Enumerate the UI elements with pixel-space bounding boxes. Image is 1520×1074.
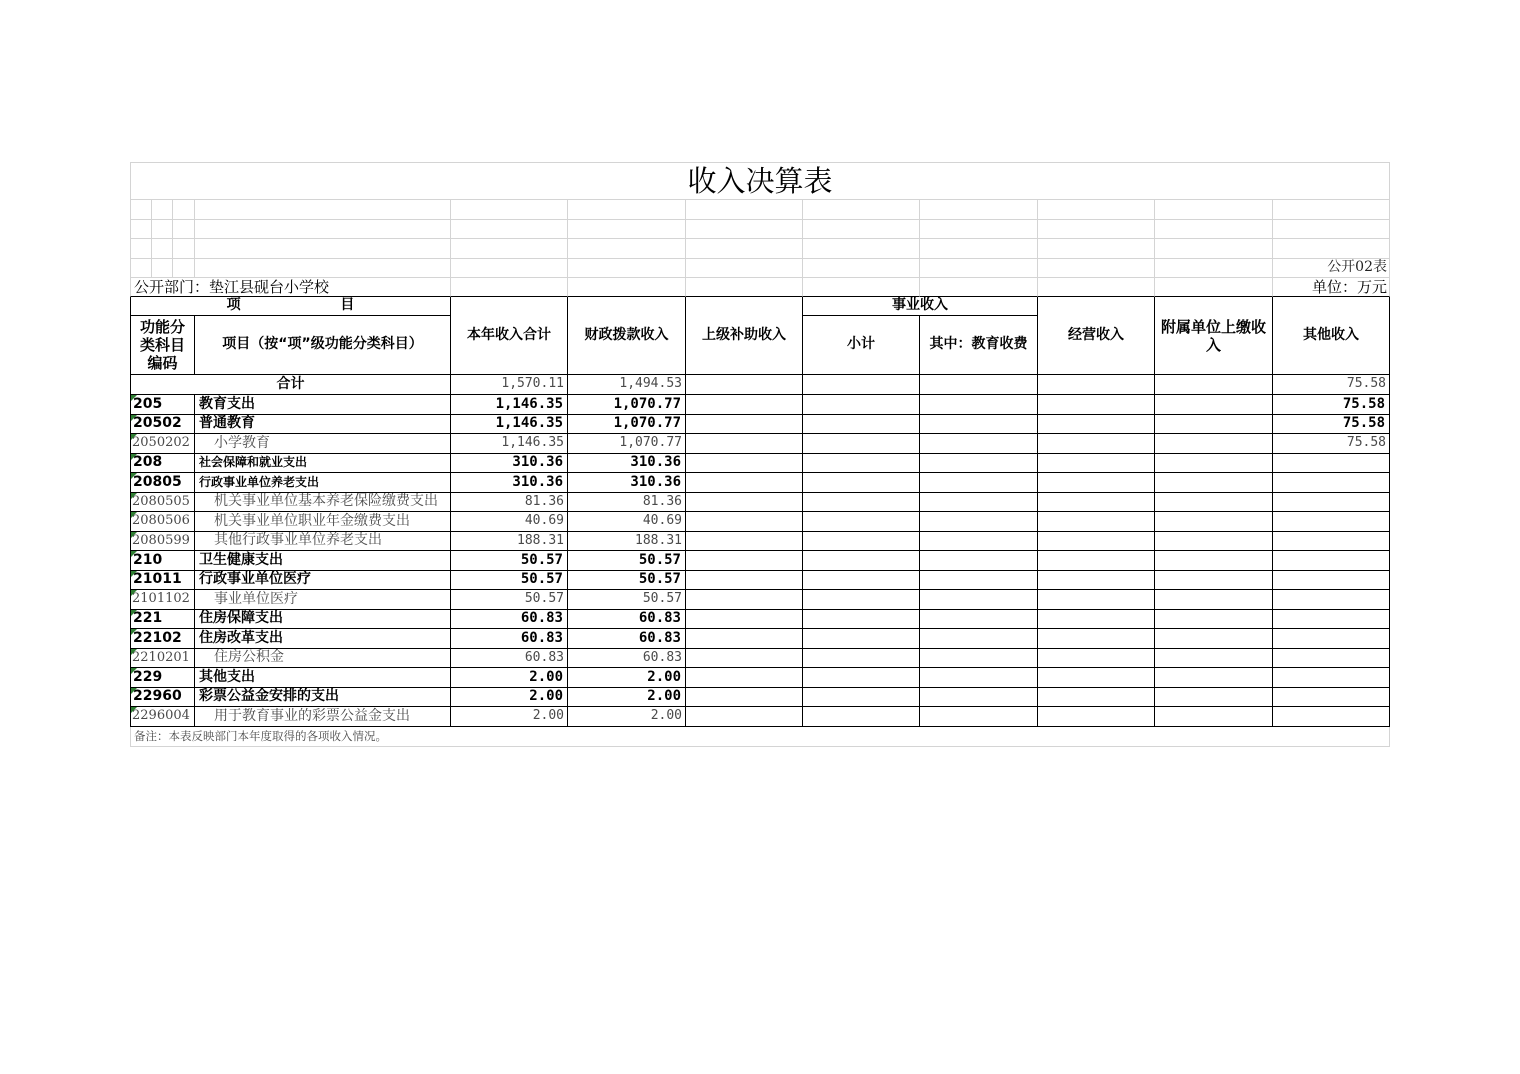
education-fee-cell: [920, 668, 1038, 688]
business-subtotal-cell: [803, 571, 920, 591]
table-row: [130, 649, 1390, 669]
operating-income-cell: [1038, 668, 1155, 688]
table-note: 备注：本表反映部门本年度取得的各项收入情况。: [130, 727, 1390, 747]
other-income-cell: [1273, 707, 1390, 727]
item-name-cell: 行政事业单位医疗: [195, 571, 451, 591]
blank-cell: [1273, 239, 1390, 259]
blank-cell: [803, 278, 920, 298]
other-income-cell: [1273, 688, 1390, 708]
other-income-cell: [1273, 571, 1390, 591]
superior-subsidy-cell: [686, 454, 803, 474]
operating-income-cell: [1038, 415, 1155, 435]
total-income-cell: 50.57: [451, 551, 568, 571]
blank-cell: [130, 239, 152, 259]
superior-subsidy-cell: [686, 434, 803, 454]
function-code-cell: 20502: [130, 415, 195, 435]
business-subtotal-cell: [803, 434, 920, 454]
fiscal-appropriation-cell: 60.83: [568, 610, 686, 630]
item-name-cell: 用于教育事业的彩票公益金支出: [195, 707, 451, 727]
total-income-cell: 40.69: [451, 512, 568, 532]
item-name-cell: 机关事业单位职业年金缴费支出: [195, 512, 451, 532]
operating-income-cell: [1038, 473, 1155, 493]
item-name-cell: 其他行政事业单位养老支出: [195, 532, 451, 552]
business-subtotal-header: 小计: [803, 316, 920, 375]
table-row: [130, 473, 1390, 493]
function-code-cell: 2080506: [130, 512, 195, 532]
operating-income-cell: [1038, 610, 1155, 630]
total-income-cell: 2.00: [451, 707, 568, 727]
affiliated-unit-cell: [1155, 707, 1273, 727]
table-title: 收入决算表: [130, 162, 1390, 200]
function-code-cell: 229: [130, 668, 195, 688]
other-income-cell: [1273, 454, 1390, 474]
blank-cell: [1155, 200, 1273, 220]
blank-cell: [195, 259, 451, 278]
blank-cell: [568, 200, 686, 220]
blank-cell: [1038, 220, 1155, 240]
education-fee-cell: [920, 590, 1038, 610]
education-fee-cell: [920, 434, 1038, 454]
blank-cell: [1038, 239, 1155, 259]
fiscal-appropriation-header: 财政拨款收入: [568, 297, 686, 375]
total-income-cell: 50.57: [451, 571, 568, 591]
table-row: [130, 512, 1390, 532]
operating-income-cell: [1038, 629, 1155, 649]
blank-cell: [686, 259, 803, 278]
affiliated-unit-cell: [1155, 668, 1273, 688]
table-row: [130, 668, 1390, 688]
total-income-cell: 1,146.35: [451, 415, 568, 435]
superior-subsidy-cell: [686, 493, 803, 513]
operating-income-cell: [1038, 375, 1155, 395]
total-income-cell: 60.83: [451, 610, 568, 630]
affiliated-unit-cell: [1155, 454, 1273, 474]
business-subtotal-cell: [803, 610, 920, 630]
function-code-cell: 205: [130, 395, 195, 415]
function-code-header-text: 功能分类科目编码: [139, 318, 185, 372]
function-code-cell: 2080599: [130, 532, 195, 552]
education-fee-cell: [920, 395, 1038, 415]
affiliated-unit-cell: [1155, 473, 1273, 493]
function-code-cell: 221: [130, 610, 195, 630]
education-fee-cell: [920, 473, 1038, 493]
blank-cell: [130, 220, 152, 240]
other-income-cell: [1273, 512, 1390, 532]
table-row: [130, 532, 1390, 552]
education-fee-cell: [920, 512, 1038, 532]
operating-income-cell: [1038, 551, 1155, 571]
other-income-cell: [1273, 551, 1390, 571]
total-income-cell: 50.57: [451, 590, 568, 610]
table-row: [130, 688, 1390, 708]
business-subtotal-cell: [803, 512, 920, 532]
affiliated-unit-cell: [1155, 688, 1273, 708]
operating-income-cell: [1038, 571, 1155, 591]
blank-cell: [195, 200, 451, 220]
operating-income-cell: [1038, 493, 1155, 513]
business-subtotal-cell: [803, 629, 920, 649]
operating-income-cell: [1038, 590, 1155, 610]
other-income-cell: [1273, 610, 1390, 630]
other-income-cell: [1273, 473, 1390, 493]
item-name-cell: 小学教育: [195, 434, 451, 454]
affiliated-unit-header-text: 附属单位上缴收入: [1160, 317, 1266, 354]
business-subtotal-cell: [803, 375, 920, 395]
blank-cell: [130, 200, 152, 220]
blank-cell: [803, 220, 920, 240]
item-name-cell: 社会保障和就业支出: [195, 454, 451, 474]
affiliated-unit-cell: [1155, 629, 1273, 649]
blank-cell: [1155, 220, 1273, 240]
blank-cell: [920, 200, 1038, 220]
item-name-cell: 普通教育: [195, 415, 451, 435]
other-income-cell: [1273, 629, 1390, 649]
table-row: [130, 571, 1390, 591]
other-income-header: 其他收入: [1273, 297, 1390, 375]
function-code-cell: 2296004: [130, 707, 195, 727]
education-fee-cell: [920, 551, 1038, 571]
operating-income-cell: [1038, 454, 1155, 474]
function-code-cell: 210: [130, 551, 195, 571]
affiliated-unit-cell: [1155, 375, 1273, 395]
blank-cell: [173, 220, 195, 240]
department-row: [130, 278, 1390, 298]
business-subtotal-cell: [803, 473, 920, 493]
operating-income-cell: [1038, 395, 1155, 415]
blank-cell: [920, 278, 1038, 298]
function-code-cell: 2050202: [130, 434, 195, 454]
item-name-cell: 教育支出: [195, 395, 451, 415]
affiliated-unit-cell: [1155, 415, 1273, 435]
blank-cell: [568, 278, 686, 298]
fiscal-appropriation-cell: 310.36: [568, 473, 686, 493]
business-subtotal-cell: [803, 668, 920, 688]
item-header: 项 目: [130, 297, 451, 316]
function-code-cell: 21011: [130, 571, 195, 591]
superior-subsidy-cell: [686, 512, 803, 532]
fiscal-appropriation-cell: 50.57: [568, 571, 686, 591]
total-income-cell: 310.36: [451, 473, 568, 493]
operating-income-cell: [1038, 434, 1155, 454]
blank-cell: [568, 259, 686, 278]
superior-subsidy-header: 上级补助收入: [686, 297, 803, 375]
item-name-cell: 其他支出: [195, 668, 451, 688]
total-income-cell: 60.83: [451, 629, 568, 649]
item-name-cell: 住房公积金: [195, 649, 451, 669]
blank-cell: [1273, 220, 1390, 240]
blank-cell: [451, 239, 568, 259]
blank-cell: [686, 239, 803, 259]
fiscal-appropriation-cell: 2.00: [568, 707, 686, 727]
affiliated-unit-cell: [1155, 532, 1273, 552]
unit-label: 单位：万元: [1273, 278, 1390, 298]
blank-cell: [686, 200, 803, 220]
blank-cell: [920, 239, 1038, 259]
affiliated-unit-cell: [1155, 610, 1273, 630]
item-name-cell: 住房保障支出: [195, 610, 451, 630]
blank-cell: [568, 239, 686, 259]
blank-cell: [803, 239, 920, 259]
blank-cell: [1038, 200, 1155, 220]
blank-cell: [1155, 259, 1273, 278]
superior-subsidy-cell: [686, 532, 803, 552]
blank-cell: [152, 200, 173, 220]
superior-subsidy-cell: [686, 551, 803, 571]
superior-subsidy-cell: [686, 610, 803, 630]
education-fee-cell: [920, 571, 1038, 591]
business-subtotal-cell: [803, 454, 920, 474]
blank-cell: [173, 200, 195, 220]
header-row: [130, 297, 1390, 316]
business-subtotal-cell: [803, 532, 920, 552]
function-code-header: [130, 316, 195, 375]
table-row: [130, 629, 1390, 649]
fiscal-appropriation-cell: 1,070.77: [568, 415, 686, 435]
blank-cell: [803, 259, 920, 278]
item-name-cell: 卫生健康支出: [195, 551, 451, 571]
function-code-cell: 2101102: [130, 590, 195, 610]
other-income-cell: 75.58: [1273, 375, 1390, 395]
superior-subsidy-cell: [686, 395, 803, 415]
blank-cell: [152, 239, 173, 259]
affiliated-unit-header: [1155, 297, 1273, 375]
business-subtotal-cell: [803, 688, 920, 708]
education-fee-cell: [920, 610, 1038, 630]
affiliated-unit-cell: [1155, 649, 1273, 669]
blank-cell: [173, 259, 195, 278]
blank-cell: [1155, 278, 1273, 298]
fiscal-appropriation-cell: 1,070.77: [568, 395, 686, 415]
blank-cell: [195, 220, 451, 240]
income-final-accounts-table: [130, 162, 1390, 747]
superior-subsidy-cell: [686, 473, 803, 493]
affiliated-unit-cell: [1155, 512, 1273, 532]
blank-cell: [803, 200, 920, 220]
other-income-cell: 75.58: [1273, 395, 1390, 415]
form-number: 公开02表: [1273, 259, 1390, 278]
blank-cell: [686, 278, 803, 298]
title-row: [130, 162, 1390, 200]
table-row: [130, 395, 1390, 415]
affiliated-unit-cell: [1155, 395, 1273, 415]
operating-income-cell: [1038, 688, 1155, 708]
blank-cell: [195, 239, 451, 259]
blank-row: [130, 239, 1390, 259]
total-income-cell: 1,146.35: [451, 395, 568, 415]
blank-cell: [1273, 200, 1390, 220]
operating-income-cell: [1038, 512, 1155, 532]
education-fee-cell: [920, 454, 1038, 474]
education-fee-cell: [920, 493, 1038, 513]
total-income-cell: 1,146.35: [451, 434, 568, 454]
table-row: [130, 434, 1390, 454]
superior-subsidy-cell: [686, 668, 803, 688]
total-income-header: 本年收入合计: [451, 297, 568, 375]
other-income-cell: [1273, 532, 1390, 552]
other-income-cell: [1273, 649, 1390, 669]
affiliated-unit-cell: [1155, 434, 1273, 454]
other-income-cell: 75.58: [1273, 434, 1390, 454]
superior-subsidy-cell: [686, 629, 803, 649]
affiliated-unit-cell: [1155, 571, 1273, 591]
item-name-cell: 彩票公益金安排的支出: [195, 688, 451, 708]
operating-income-cell: [1038, 532, 1155, 552]
blank-cell: [686, 220, 803, 240]
fiscal-appropriation-cell: 50.57: [568, 551, 686, 571]
blank-cell: [152, 259, 173, 278]
operating-income-cell: [1038, 707, 1155, 727]
blank-cell: [1155, 239, 1273, 259]
fiscal-appropriation-cell: 188.31: [568, 532, 686, 552]
fiscal-appropriation-cell: 2.00: [568, 668, 686, 688]
blank-cell: [152, 220, 173, 240]
business-subtotal-cell: [803, 707, 920, 727]
table-row: [130, 707, 1390, 727]
superior-subsidy-cell: [686, 571, 803, 591]
total-income-cell: 2.00: [451, 688, 568, 708]
item-name-cell: 住房改革支出: [195, 629, 451, 649]
affiliated-unit-cell: [1155, 493, 1273, 513]
education-fee-cell: [920, 688, 1038, 708]
fiscal-appropriation-cell: 60.83: [568, 629, 686, 649]
business-subtotal-cell: [803, 415, 920, 435]
blank-row: [130, 200, 1390, 220]
department-label: 公开部门：垫江县砚台小学校: [130, 278, 451, 298]
function-code-cell: 20805: [130, 473, 195, 493]
fiscal-appropriation-cell: 310.36: [568, 454, 686, 474]
superior-subsidy-cell: [686, 688, 803, 708]
total-income-cell: 188.31: [451, 532, 568, 552]
note-row: [130, 727, 1390, 747]
education-fee-cell: [920, 707, 1038, 727]
other-income-cell: [1273, 493, 1390, 513]
item-name-header: 项目（按“项”级功能分类科目）: [195, 316, 451, 375]
education-fee-cell: [920, 629, 1038, 649]
business-subtotal-cell: [803, 493, 920, 513]
total-income-cell: 310.36: [451, 454, 568, 474]
blank-cell: [451, 259, 568, 278]
blank-cell: [1038, 278, 1155, 298]
superior-subsidy-cell: [686, 649, 803, 669]
business-subtotal-cell: [803, 590, 920, 610]
blank-cell: [173, 239, 195, 259]
other-income-cell: [1273, 668, 1390, 688]
blank-cell: [130, 259, 152, 278]
blank-cell: [451, 220, 568, 240]
fiscal-appropriation-cell: 40.69: [568, 512, 686, 532]
blank-cell: [920, 259, 1038, 278]
operating-income-header: 经营收入: [1038, 297, 1155, 375]
education-fee-cell: [920, 415, 1038, 435]
item-name-cell: 行政事业单位养老支出: [195, 473, 451, 493]
education-fee-cell: [920, 532, 1038, 552]
superior-subsidy-cell: [686, 375, 803, 395]
fiscal-appropriation-cell: 60.83: [568, 649, 686, 669]
business-subtotal-cell: [803, 551, 920, 571]
fiscal-appropriation-cell: 50.57: [568, 590, 686, 610]
total-income-cell: 81.36: [451, 493, 568, 513]
total-income-cell: 2.00: [451, 668, 568, 688]
other-income-cell: 75.58: [1273, 415, 1390, 435]
table-row: [130, 610, 1390, 630]
blank-cell: [920, 220, 1038, 240]
total-label: 合计: [130, 375, 451, 395]
table-row: [130, 454, 1390, 474]
total-income-cell: 60.83: [451, 649, 568, 669]
table-row: [130, 493, 1390, 513]
education-fee-cell: [920, 375, 1038, 395]
blank-cell: [1038, 259, 1155, 278]
blank-cell: [451, 278, 568, 298]
fiscal-appropriation-cell: 2.00: [568, 688, 686, 708]
total-row: [130, 375, 1390, 395]
business-subtotal-cell: [803, 395, 920, 415]
fiscal-appropriation-cell: 1,070.77: [568, 434, 686, 454]
other-income-cell: [1273, 590, 1390, 610]
function-code-cell: 2080505: [130, 493, 195, 513]
blank-cell: [568, 220, 686, 240]
fiscal-appropriation-cell: 81.36: [568, 493, 686, 513]
table-row: [130, 415, 1390, 435]
blank-row: [130, 220, 1390, 240]
education-fee-header: 其中：教育收费: [920, 316, 1038, 375]
function-code-cell: 22960: [130, 688, 195, 708]
blank-cell: [451, 200, 568, 220]
superior-subsidy-cell: [686, 415, 803, 435]
superior-subsidy-cell: [686, 707, 803, 727]
function-code-cell: 2210201: [130, 649, 195, 669]
table-row: [130, 551, 1390, 571]
affiliated-unit-cell: [1155, 551, 1273, 571]
form-number-row: [130, 259, 1390, 278]
business-income-header: 事业收入: [803, 297, 1038, 316]
function-code-cell: 22102: [130, 629, 195, 649]
fiscal-appropriation-cell: 1,494.53: [568, 375, 686, 395]
education-fee-cell: [920, 649, 1038, 669]
superior-subsidy-cell: [686, 590, 803, 610]
business-subtotal-cell: [803, 649, 920, 669]
affiliated-unit-cell: [1155, 590, 1273, 610]
table-row: [130, 590, 1390, 610]
item-name-cell: 机关事业单位基本养老保险缴费支出: [195, 493, 451, 513]
operating-income-cell: [1038, 649, 1155, 669]
total-income-cell: 1,570.11: [451, 375, 568, 395]
function-code-cell: 208: [130, 454, 195, 474]
item-name-cell: 事业单位医疗: [195, 590, 451, 610]
